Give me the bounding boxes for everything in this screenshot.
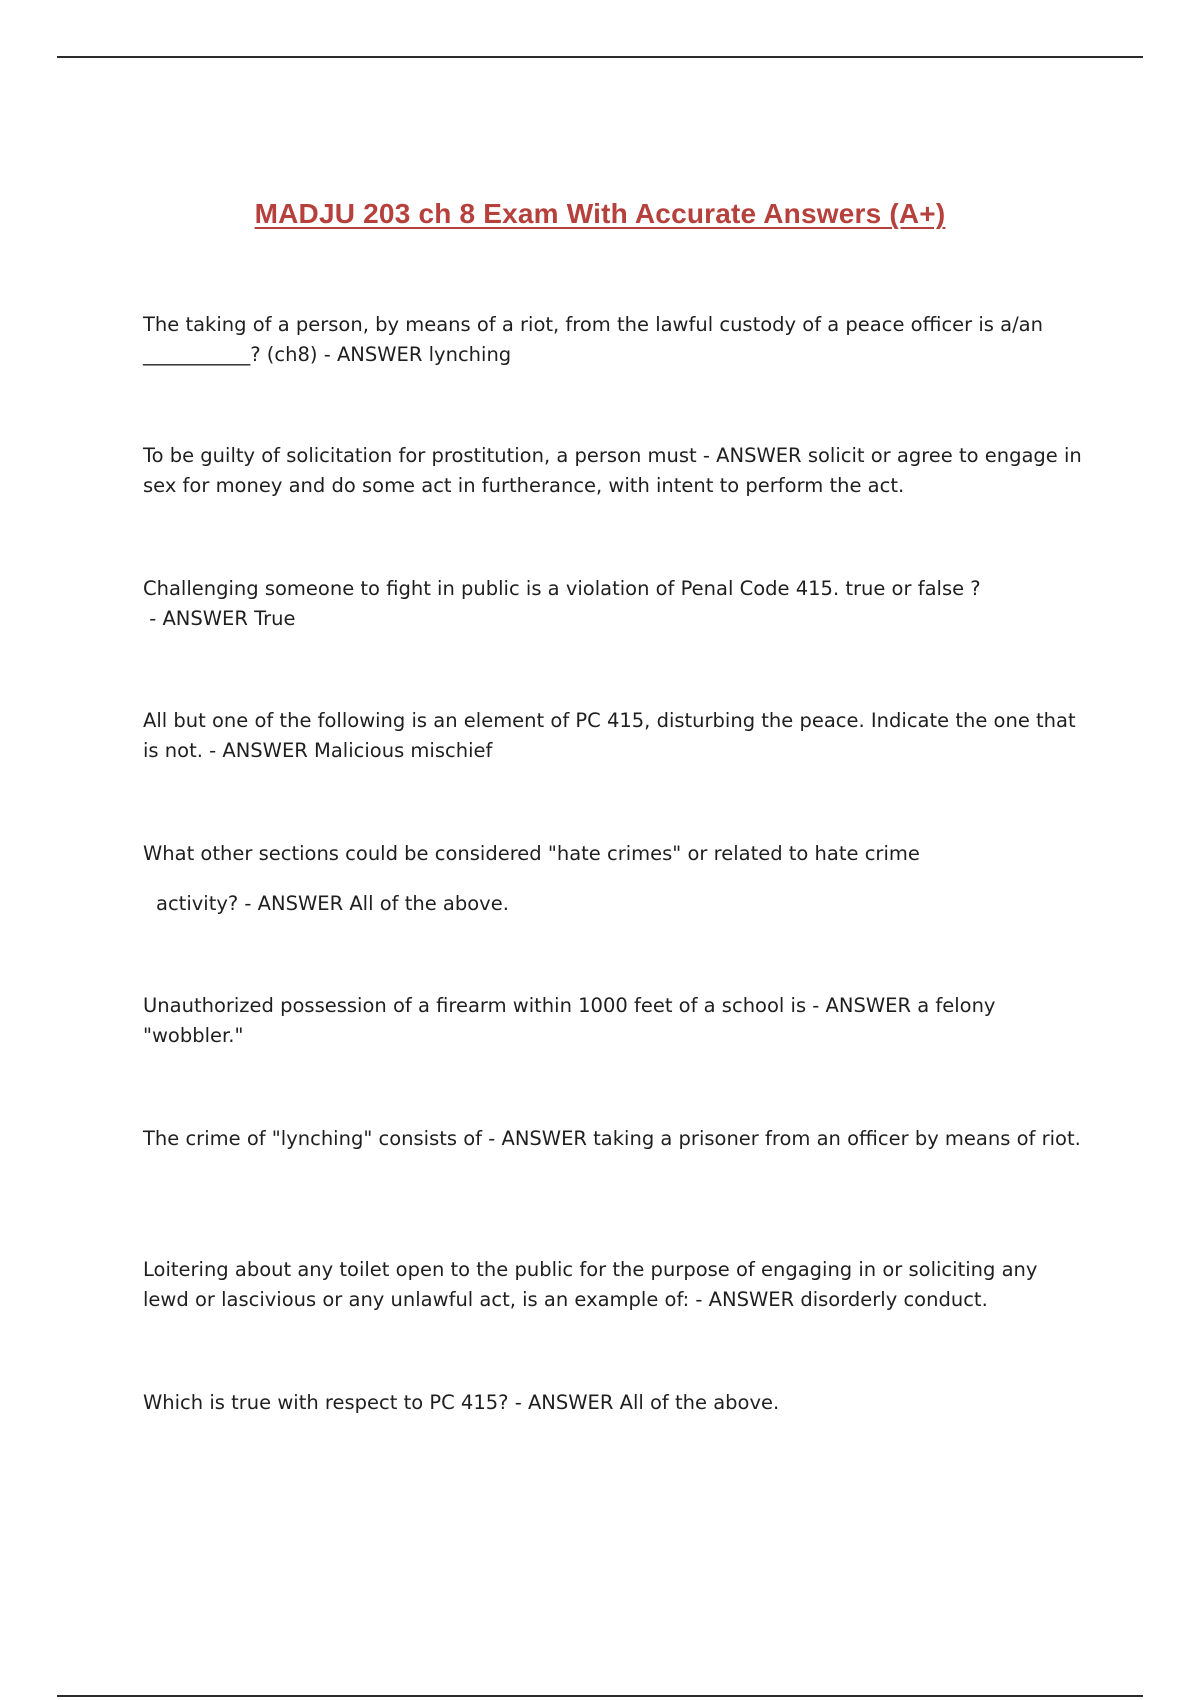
question-text: Which is true with respect to PC 415? [143, 1391, 509, 1414]
question-text: Loitering about any toilet open to the public for the purpose of engaging in or soliciting any lewd or lascivious or any unlawful act, is an example of: [143, 1258, 1038, 1311]
answer-marker: ANSWER [162, 607, 248, 630]
question-text: What other sections could be considered "hate crimes" or related to hate crime [143, 842, 920, 865]
answer-marker: ANSWER [716, 444, 802, 467]
document-title: MADJU 203 ch 8 Exam With Accurate Answers (A+) [254, 198, 946, 229]
qa-item-7: The crime of "lynching" consists of - ANSWER taking a prisoner from an officer by means of riot. [143, 1127, 1081, 1150]
answer-text: disorderly conduct. [800, 1288, 988, 1311]
qa-item-4: All but one of the following is an element of PC 415, disturbing the peace. Indicate the one that is not. - ANSWER Malicious mischief [143, 709, 1076, 762]
answer-marker: ANSWER [527, 1391, 614, 1414]
question-text-continued: activity? [156, 892, 239, 915]
answer-text: lynching [428, 343, 512, 366]
answer-marker: ANSWER [825, 994, 912, 1017]
qa-item-1: The taking of a person, by means of a riot, from the lawful custody of a peace officer is a/an ___________? (ch8) - ANSWER lynching [143, 313, 1043, 366]
qa-item-5-line-1 [143, 839, 1083, 869]
qa-item-9: Which is true with respect to PC 415? - ANSWER All of the above. [143, 1391, 780, 1414]
qa-item-8: Loitering about any toilet open to the public for the purpose of engaging in or soliciting any lewd or lascivious or any unlawful act, is an example of: - ANSWER disorderly conduct. [143, 1258, 1038, 1311]
question-text: The crime of "lynching" consists of [143, 1127, 483, 1150]
question-text: Unauthorized possession of a firearm within 1000 feet of a school is [143, 994, 807, 1017]
qa-item-5-line-2: activity? - ANSWER All of the above. [156, 892, 509, 915]
answer-text: All of the above. [619, 1391, 780, 1414]
answer-text: a felony "wobbler." [143, 994, 996, 1047]
question-text: The taking of a person, by means of a riot, from the lawful custody of a peace officer is a/an ___________? (ch8) [143, 313, 1043, 366]
answer-text: solicit or agree to engage in sex for money and do some act in furtherance, with intent to perform the act. [143, 444, 1082, 497]
bottom-rule [57, 1695, 1143, 1697]
answer-marker: ANSWER [222, 739, 308, 762]
answer-text: True [254, 607, 296, 630]
answer-text: taking a prisoner from an officer by means of riot. [593, 1127, 1081, 1150]
qa-item-6: Unauthorized possession of a firearm within 1000 feet of a school is - ANSWER a felony "wobbler." [143, 994, 996, 1047]
answer-marker: ANSWER [336, 343, 423, 366]
top-rule [57, 56, 1143, 58]
answer-marker: ANSWER [708, 1288, 795, 1311]
question-text: Challenging someone to fight in public is a violation of Penal Code 415. true or false ? [143, 577, 981, 600]
qa-item-2: To be guilty of solicitation for prostitution, a person must - ANSWER solicit or agree to engage in sex for money and do some act in furtherance, with intent to perform the act. [143, 444, 1082, 497]
answer-text: All of the above. [349, 892, 509, 915]
answer-text: Malicious mischief [314, 739, 493, 762]
question-text: To be guilty of solicitation for prostitution, a person must [143, 444, 697, 467]
answer-marker: ANSWER [501, 1127, 587, 1150]
qa-item-3: Challenging someone to fight in public is a violation of Penal Code 415. true or false ? - ANSWER True [143, 577, 981, 630]
question-text: All but one of the following is an element of PC 415, disturbing the peace. Indicate the one that is not. [143, 709, 1076, 762]
answer-marker: ANSWER [257, 892, 344, 915]
